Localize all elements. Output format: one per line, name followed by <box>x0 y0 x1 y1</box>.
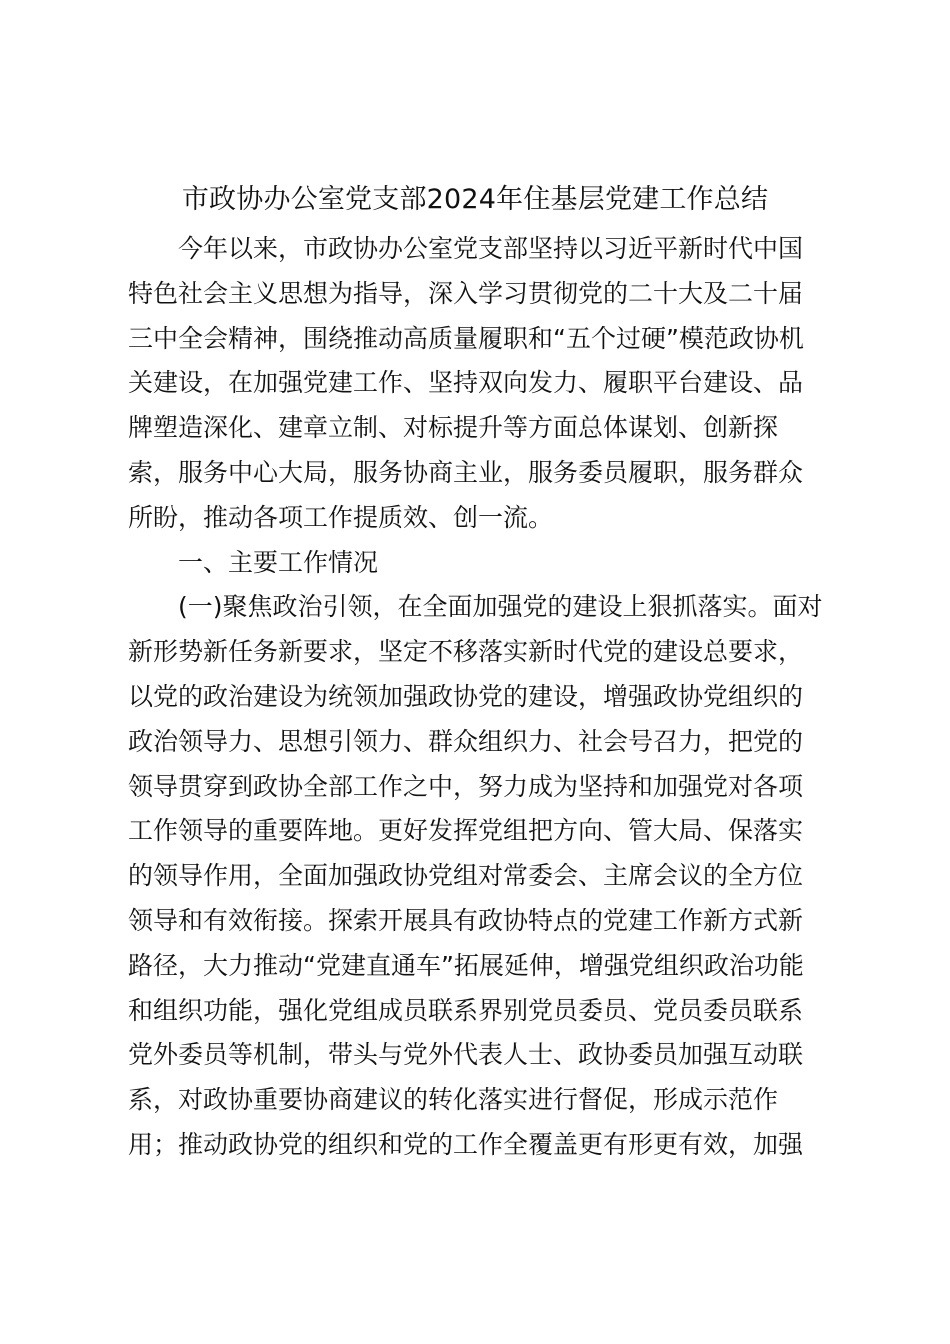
document-body <box>128 227 822 1168</box>
text-line: 系，对政协重要协商建议的转化落实进行督促，形成示范作 <box>128 1085 779 1115</box>
text-line: 索，服务中心大局，服务协商主业，服务委员履职，服务群众 <box>128 457 804 487</box>
text-line: 三中全会精神，围绕推动高质量履职和“五个过硬”模范政协机 <box>128 323 804 353</box>
text-line: 用；推动政协党的组织和党的工作全覆盖更有形更有效，加强 <box>128 1129 804 1159</box>
text-line: 领导和有效衔接。探索开展具有政协特点的党建工作新方式新 <box>128 905 804 935</box>
text-line: 政治领导力、思想引领力、群众组织力、社会号召力，把党的 <box>128 726 804 756</box>
section-heading: 一、主要工作情况 <box>178 547 379 577</box>
text-line: 工作领导的重要阵地。更好发挥党组把方向、管大局、保落实 <box>128 816 804 846</box>
text-line: 关建设，在加强党建工作、坚持双向发力、履职平台建设、品 <box>128 368 804 398</box>
text-line: 今年以来，市政协办公室党支部坚持以习近平新时代中国 <box>178 234 804 263</box>
section-one-paragraph <box>128 585 822 1167</box>
text-line: (一)聚焦政治引领，在全面加强党的建设上狠抓落实。面对 <box>178 592 823 622</box>
text-line: 路径，大力推动“党建直通车”拓展延伸，增强党组织政治功能 <box>128 950 804 980</box>
text-line: 领导贯穿到政协全部工作之中，努力成为坚持和加强党对各项 <box>128 771 804 801</box>
text-line: 新形势新任务新要求，坚定不移落实新时代党的建设总要求， <box>128 637 804 667</box>
text-line: 党外委员等机制，带头与党外代表人士、政协委员加强互动联 <box>128 1040 804 1070</box>
document-title: 市政协办公室党支部2024年住基层党建工作总结 <box>181 184 769 215</box>
intro-paragraph <box>128 227 822 541</box>
text-line: 所盼，推动各项工作提质效、创一流。 <box>128 502 554 532</box>
text-line: 以党的政治建设为统领加强政协党的建设，增强政协党组织的 <box>128 681 804 711</box>
text-line: 和组织功能，强化党组成员联系界别党员委员、党员委员联系 <box>128 995 804 1025</box>
text-line: 牌塑造深化、建章立制、对标提升等方面总体谋划、创新探 <box>128 413 779 443</box>
text-line: 的领导作用，全面加强政协党组对常委会、主席会议的全方位 <box>128 861 804 891</box>
text-line: 特色社会主义思想为指导，深入学习贯彻党的二十大及二十届 <box>128 278 804 308</box>
